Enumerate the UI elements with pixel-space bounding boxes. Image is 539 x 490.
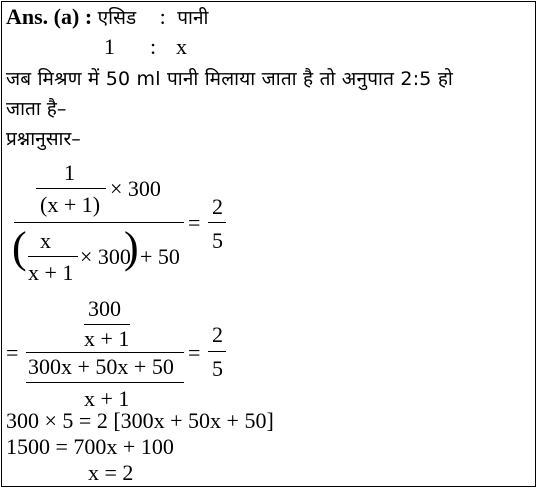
- eq1-den-times300: × 300: [80, 244, 131, 269]
- eq1-rhs-bar: [208, 222, 226, 223]
- eq2-rhs-bar: [208, 351, 226, 352]
- eq1-num-bar: [36, 188, 106, 189]
- eq2-num-top: 300: [88, 296, 121, 321]
- eq1-left-paren: (: [12, 223, 27, 272]
- ratio-left: 1: [104, 34, 115, 59]
- eq1-den-frac-bar: [28, 256, 78, 257]
- ratio-right: x: [176, 34, 187, 59]
- eq2-equals: =: [188, 340, 201, 365]
- eq1-right-paren: ): [124, 223, 139, 272]
- eq1-num-top: 1: [64, 160, 75, 185]
- answer-header: [6, 4, 208, 31]
- header-colon: :: [159, 4, 166, 29]
- eq2-den-bar: [26, 382, 184, 383]
- eq1-plus50: + 50: [140, 244, 180, 269]
- eq1-rhs-bottom: 5: [212, 228, 223, 253]
- eq2-den-top: 300x + 50x + 50: [28, 354, 174, 379]
- eq1-rhs-top: 2: [212, 194, 223, 219]
- eq1-num-bottom: (x + 1): [40, 192, 101, 217]
- statement-line-1: जब मिश्रण में 50 ml पानी मिलाया जाता है तो अनुपात 2:5 हो: [6, 68, 454, 90]
- eq1-den-frac-bottom: x + 1: [28, 260, 74, 285]
- eq2-main-bar: [26, 352, 184, 353]
- eq2-num-bottom: x + 1: [84, 326, 130, 351]
- eq2-num-bar: [84, 324, 130, 325]
- eq1-main-bar: [14, 222, 184, 223]
- step-2: 1500 = 700x + 100: [6, 434, 174, 459]
- according-to-question: प्रश्नानुसार–: [6, 128, 81, 150]
- answer-label: Ans. (a) :: [6, 4, 93, 29]
- step-3: x = 2: [88, 460, 134, 485]
- eq2-prefix: =: [6, 340, 19, 365]
- acid-label: एसिड: [97, 7, 137, 29]
- eq2-den-bottom: x + 1: [84, 386, 130, 411]
- eq1-times300: × 300: [110, 176, 161, 201]
- water-label: पानी: [177, 7, 209, 29]
- statement-line-2: जाता है–: [6, 98, 67, 120]
- eq1-equals: =: [188, 210, 201, 235]
- eq2-rhs-bottom: 5: [212, 356, 223, 381]
- ratio-colon: :: [150, 34, 157, 59]
- step-1: 300 × 5 = 2 [300x + 50x + 50]: [6, 408, 274, 433]
- eq2-rhs-top: 2: [212, 322, 223, 347]
- eq1-den-frac-top: x: [40, 228, 51, 253]
